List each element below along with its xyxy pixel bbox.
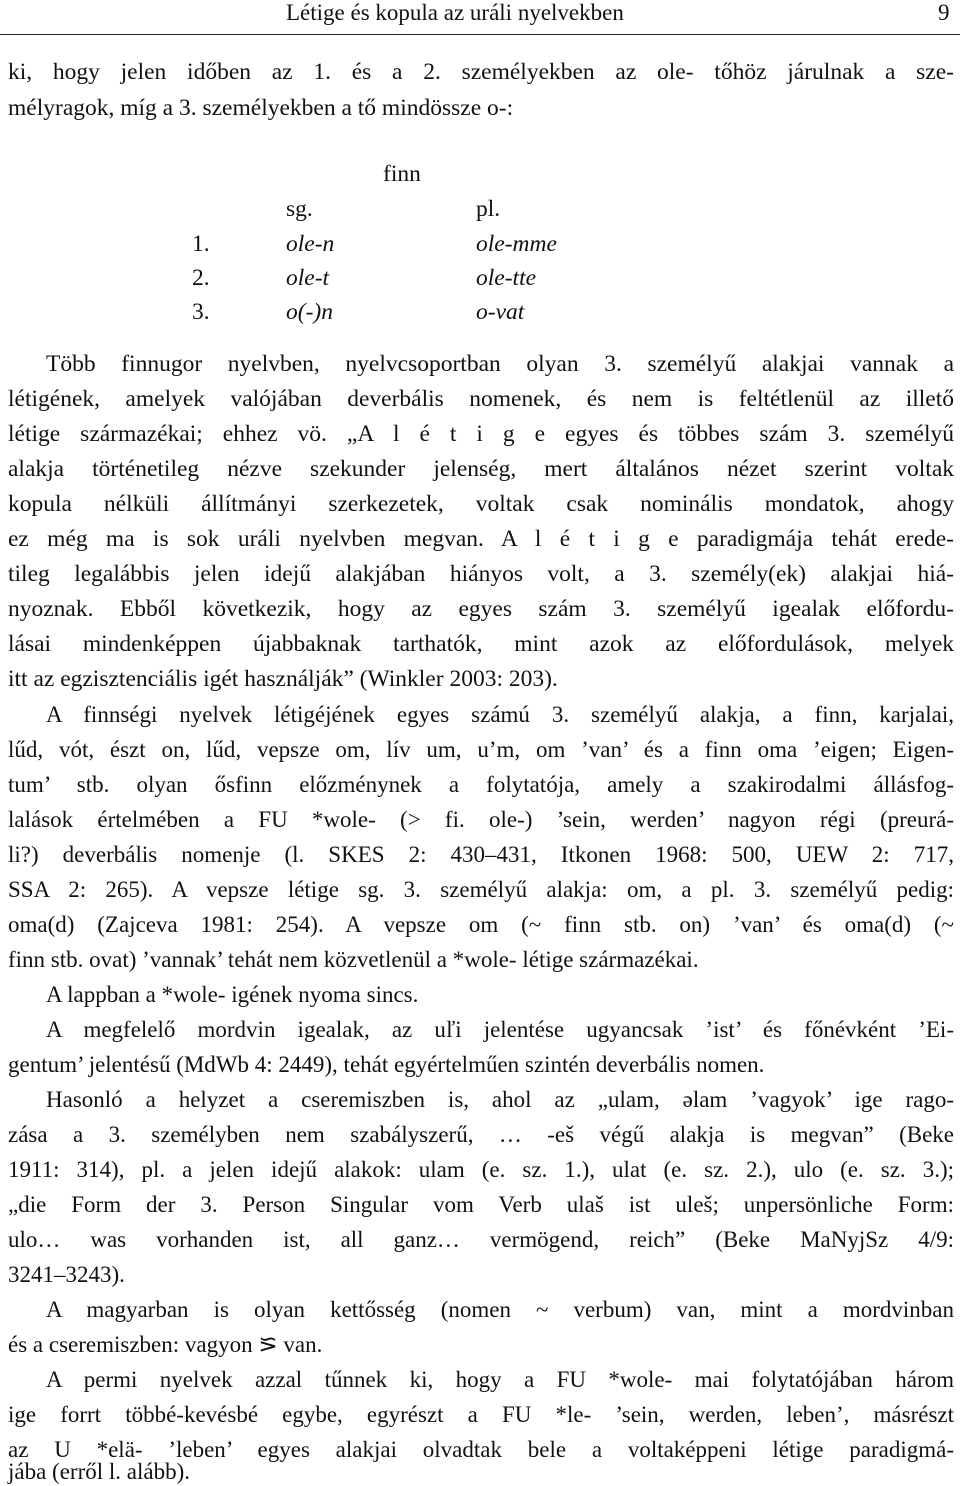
text-line: A permi nyelvek azzal tűnnek ki, hogy a FU *wole- mai folytatójában három xyxy=(46,1367,954,1392)
text-line: lűd, vót, észt on, lűd, vepsze om, lív um, u’m, om ’van’ és a finn oma ’eigen; Eigen- xyxy=(8,737,954,762)
table-pl-form: ole-tte xyxy=(476,265,537,291)
text-line: mélyragok, míg a 3. személyekben a tő mindössze o-: xyxy=(8,95,514,121)
text-line: tum’ stb. olyan ősfinn előzménynek a folytatója, amely a szakirodalmi állásfog- xyxy=(8,772,954,797)
text-line: itt az egzisztenciális igét használják” (Winkler 2003: 203). xyxy=(8,666,558,692)
table-sg-form: o(-)n xyxy=(286,299,333,325)
table-person: 2. xyxy=(192,265,210,291)
header-rule xyxy=(0,34,960,35)
text-line: „die Form der 3. Person Singular vom Verb ulaš ist uleš; unpersönliche Form: xyxy=(8,1192,954,1217)
table-sg-form: ole-n xyxy=(286,231,335,257)
text-line: kopula nélküli állítmányi szerkezetek, voltak csak nominális mondatok, ahogy xyxy=(8,491,954,517)
text-line: ige forrt többé-kevésbé egybe, egyrészt a FU *le- ’sein, werden, leben’, másrészt xyxy=(8,1402,954,1427)
text-line: 3241–3243). xyxy=(8,1262,125,1287)
text-line: létige származékai; ehhez vö. „A l é t i g e egyes és többes szám 3. személyű xyxy=(8,421,954,447)
column-header-sg: sg. xyxy=(286,196,313,222)
text-line: ki, hogy jelen időben az 1. és a 2. személyekben az ole- tőhöz járulnak a sze- xyxy=(8,59,954,85)
text-line: Hasonló a helyzet a cseremiszben is, ahol az „ulam, ǝlam ’vagyok’ ige rago- xyxy=(46,1087,954,1112)
text-line: tileg legalábbis jelen idejű alakjában hiányos volt, a 3. személy(ek) alakjai hiá- xyxy=(8,561,954,587)
text-line: lalások értelmében a FU *wole- (> fi. ole-) ’sein, werden’ nagyon régi (preurá- xyxy=(8,807,954,832)
text-line: az U *elä- ’leben’ egyes alakjai olvadtak bele a voltaképpeni létige paradigmá- xyxy=(8,1437,954,1462)
running-title: Létige és kopula az uráli nyelvekben xyxy=(286,0,624,25)
text-line: 1911: 314), pl. a jelen idejű alakok: ulam (e. sz. 1.), ulat (e. sz. 2.), ulo (e. sz. 3.); xyxy=(8,1157,954,1182)
text-line: alakja történetileg nézve szekunder jelenség, mert általános nézet szerint voltak xyxy=(8,456,954,482)
text-line: ez még ma is sok uráli nyelvben megvan. A l é t i g e paradigmája tehát erede- xyxy=(8,526,954,552)
running-header xyxy=(0,0,960,36)
table-pl-form: ole-mme xyxy=(476,231,557,257)
table-sg-form: ole-t xyxy=(286,265,330,291)
text-line: nyoznak. Ebből következik, hogy az egyes szám 3. személyű igealak előfordu- xyxy=(8,596,954,622)
text-line: A lappban a *wole- igének nyoma sincs. xyxy=(46,982,419,1007)
table-pl-form: o-vat xyxy=(476,299,525,325)
text-line: lásai mindenképpen újabbaknak tarthatók, mint azok az előfordulások, melyek xyxy=(8,631,954,657)
text-line: A magyarban is olyan kettősség (nomen ~ verbum) van, mint a mordvinban xyxy=(46,1297,954,1322)
text-line: létigének, amelyek valójában deverbális nomenek, és nem is feltétlenül az illető xyxy=(8,386,954,412)
text-line: finn stb. ovat) ’vannak’ tehát nem közvetlenül a *wole- létige származékai. xyxy=(8,947,699,972)
text-line: zása a 3. személyben nem szabályszerű, … -eš végű alakja is megvan” (Beke xyxy=(8,1122,954,1147)
text-line: li?) deverbális nomenje (l. SKES 2: 430–431, Itkonen 1968: 500, UEW 2: 717, xyxy=(8,842,954,867)
column-header-pl: pl. xyxy=(476,196,501,222)
text-line: A megfelelő mordvin igealak, az uľi jelentése ugyancsak ’ist’ és főnévként ’Ei- xyxy=(46,1017,954,1042)
table-person: 1. xyxy=(192,231,210,257)
text-line: oma(d) (Zajceva 1981: 254). A vepsze om (~ finn stb. on) ’van’ és oma(d) (~ xyxy=(8,912,954,937)
text-line: gentum’ jelentésű (MdWb 4: 2449), tehát egyértelműen szintén deverbális nomen. xyxy=(8,1052,765,1077)
text-line: Több finnugor nyelvben, nyelvcsoportban olyan 3. személyű alakjai vannak a xyxy=(46,351,954,377)
text-line: ulo… was vorhanden ist, all ganz… vermögend, reich” (Beke MaNyjSz 4/9: xyxy=(8,1227,954,1252)
text-line: SSA 2: 265). A vepsze létige sg. 3. személyű alakja: om, a pl. 3. személyű pedig: xyxy=(8,877,954,902)
page-number: 9 xyxy=(938,0,950,25)
text-line: és a cseremiszben: vagyon ⪞ van. xyxy=(8,1332,323,1357)
text-line: jába (erről l. alább). xyxy=(8,1459,190,1484)
table-language: finn xyxy=(383,161,421,187)
table-person: 3. xyxy=(192,299,210,325)
text-line: A finnségi nyelvek létigéjének egyes számú 3. személyű alakja, a finn, karjalai, xyxy=(46,702,954,727)
